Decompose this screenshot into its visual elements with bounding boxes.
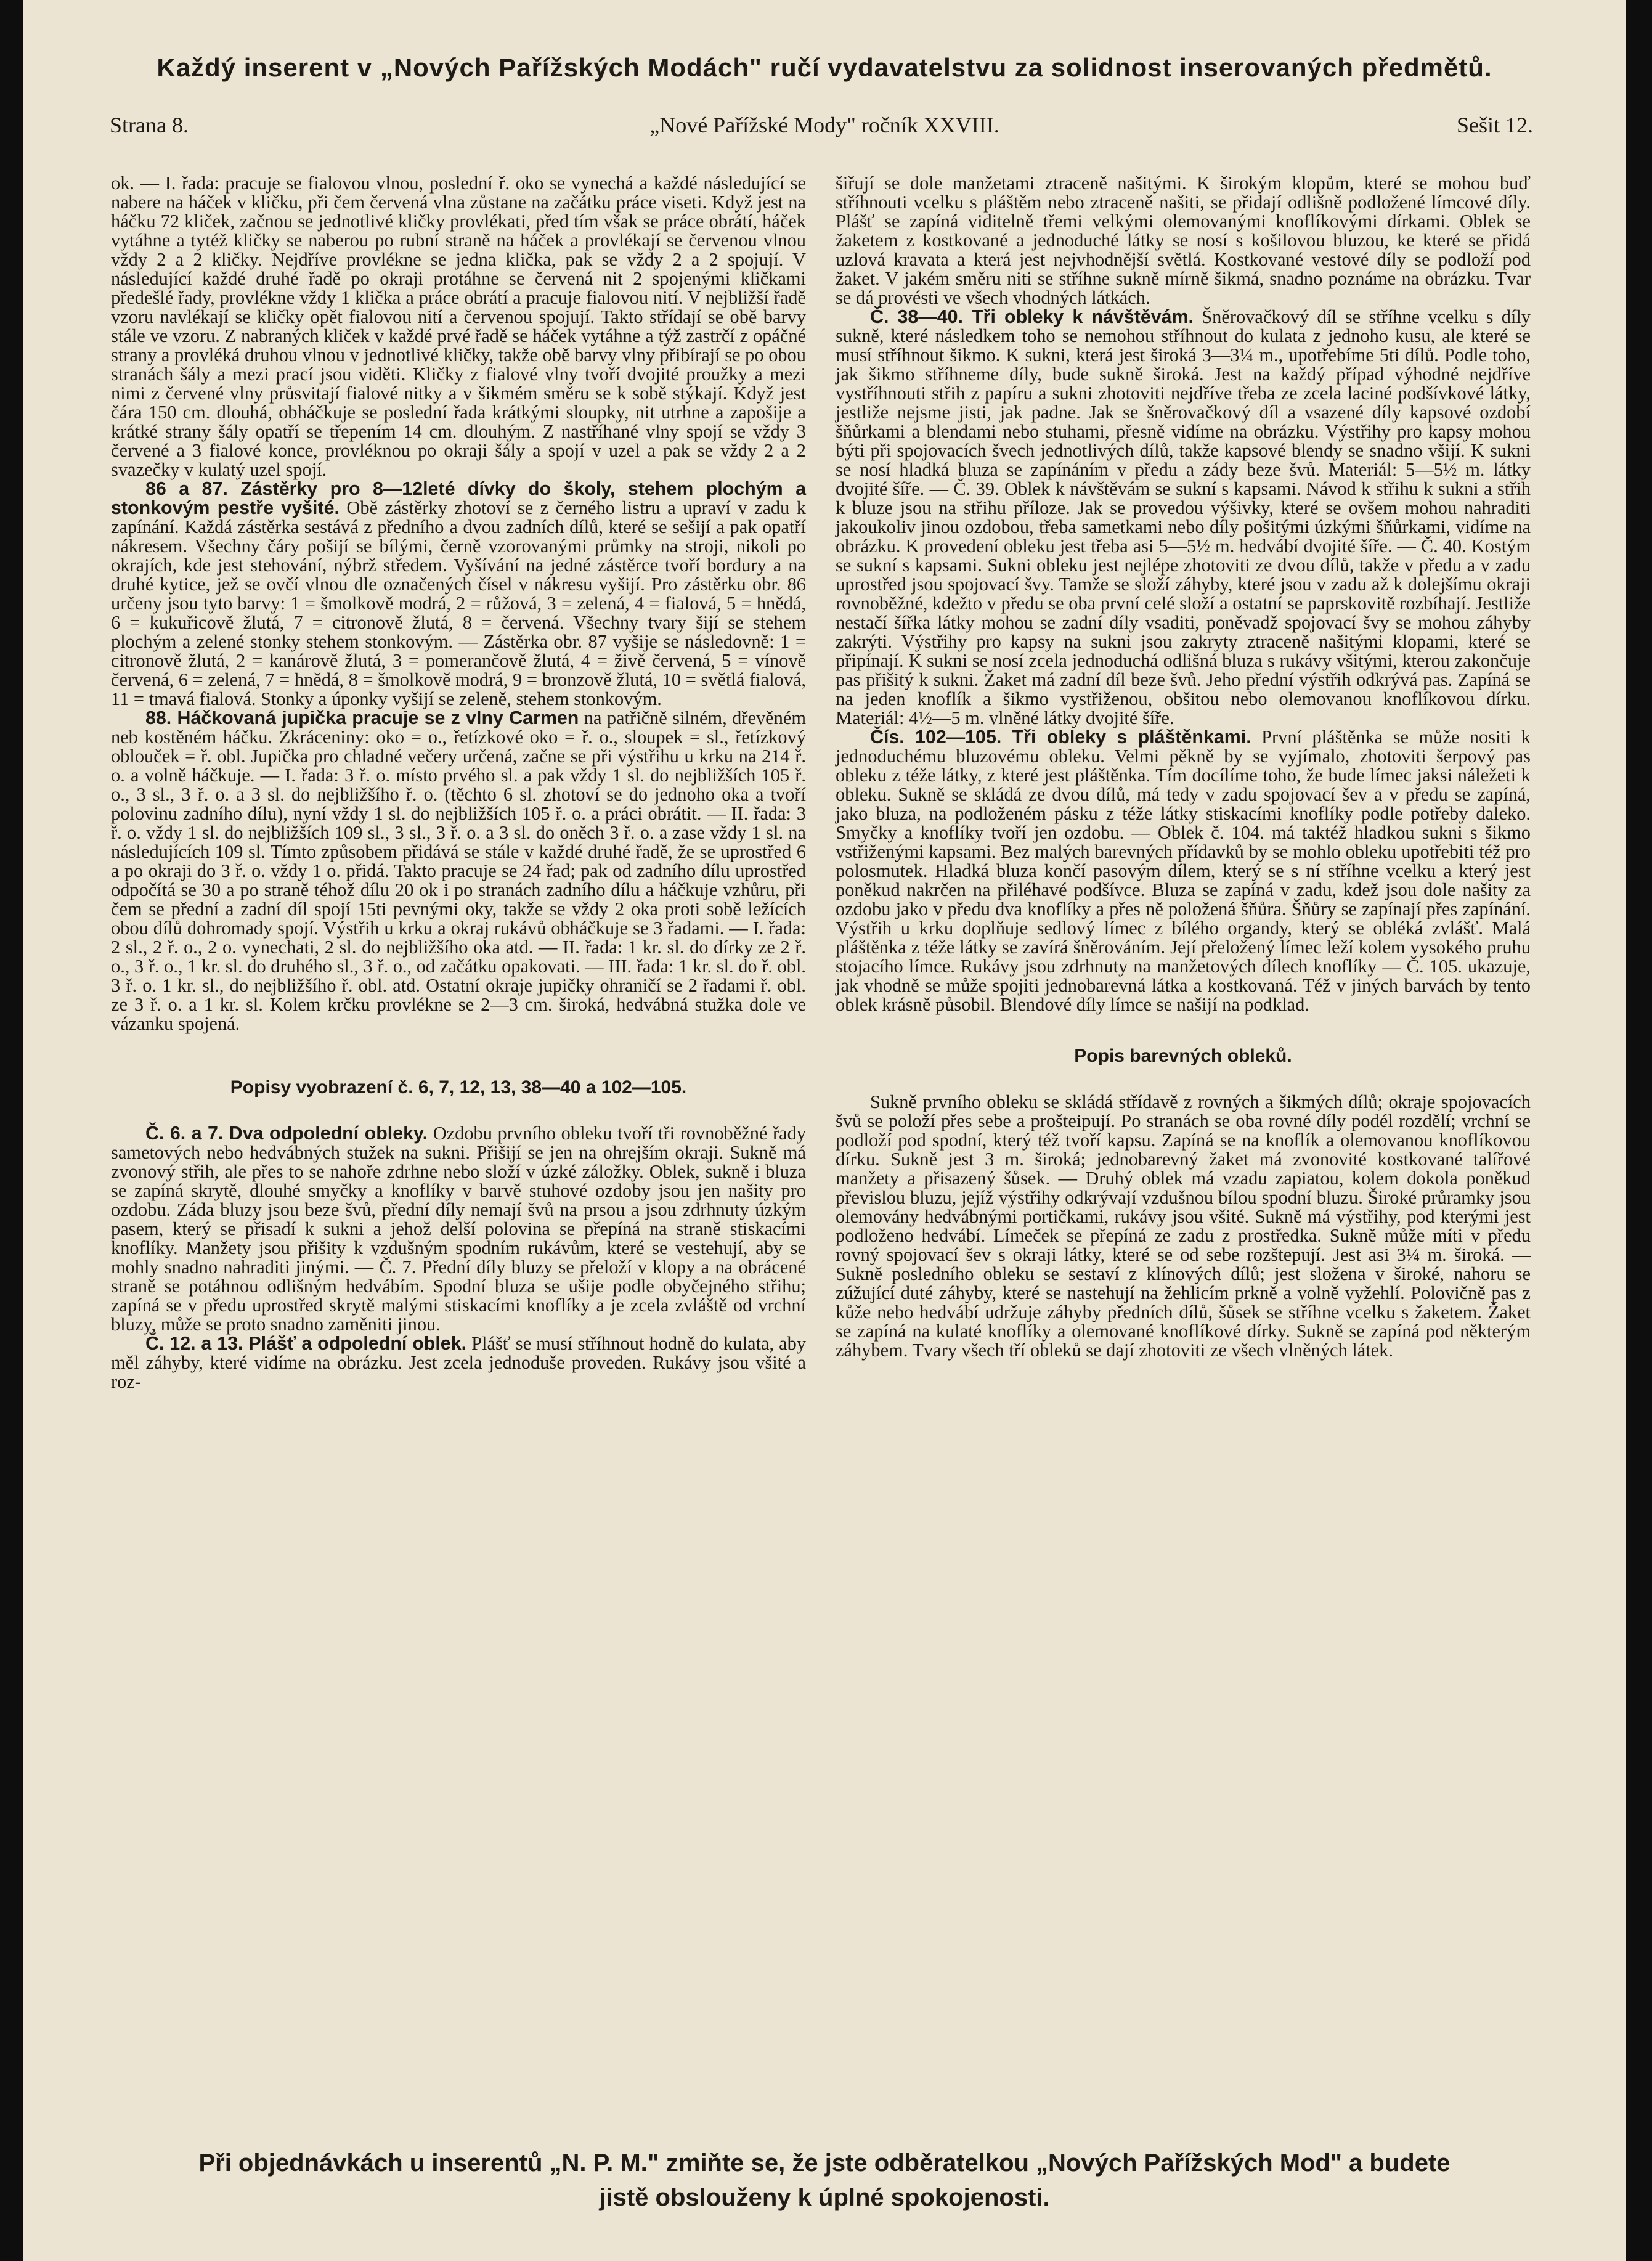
advertiser-banner: Každý inserent v „Nových Pařížských Modách" ručí vydavatelstvu za solidnost inserovaných předmětů. [157,53,1492,82]
text-capes: První pláštěnka se může nositi k jednoduchému bluzovému obleku. Velmi pěkně by se vyjímalo, zhotoviti šerpový pas obleku z téže látky, z které jest pláštěnka. Tím docílíme toho, že bude límec jaksi náležeti k obleku. Sukně se skládá ze dvou dílů, má tedy v zadu spojovací šev a v předu se zapíná, jako bluza, na podloženém pásku z téže látky stiskacími knoflíky podle potřeby daleko. Smyčky a knoflíky tvoří jen ozdobu. — Oblek č. 104. má taktéž hladkou sukni s šikmo vstřiženými kapsami. Bez malých barevných přídavků by se mohlo obleku upotřebiti též pro polosmutek. Hladká bluza končí pasovým dílem, který se s ní stříhne vcelku a který jest poněkud nakrčen na přiléhavé podšívce. Bluza se zapíná v zadu, kdež jsou dole našity za ozdobu jako v předu dva knoflíky a přes ně položená šňůra. Šňůry se zapínají přes zapínání. Výstřih u krku doplňuje sedlový límec z bílého organdy, který se obléká zvlášť. Malá pláštěnka z téže látky se zavírá šněrováním. Její přeložený límec leží kolem vysokého pruhu stojacího límce. Rukávy jsou zdrhnuty na manžetových dílech knoflíky — Č. 105. ukazuje, jak vhodně se může spojiti jednobarevná látka a kostkovaná. Též v jiných barvách by tento oblek krásně působil. Blendové díly límce se našijí na podklad. [836,727,1531,1015]
paragraph-visiting-dresses [836,308,1531,728]
heading-aprons-86-87: 86 a 87. Zástěrky pro 8—12leté dívky do školy, stehem plochým a stonkovým pestře vyšité. [111,478,806,518]
issue-number: Sešit 12. [1456,113,1533,137]
paragraph-afternoon-dresses [111,1124,806,1334]
heading-figures-6-7: Č. 6. a 7. Dva odpolední obleky. [145,1123,428,1144]
left-column [111,174,806,1391]
right-column [836,174,1531,1360]
section-title-descriptions: Popisy vyobrazení č. 6, 7, 12, 13, 38—40 a 102—105. [230,1077,687,1098]
subscriber-notice [23,2146,1626,2215]
paragraph-jacket [111,709,806,1033]
paragraph-scarf-instructions: ok. — I. řada: pracuje se fialovou vlnou, poslední ř. oko se vynechá a každé následující se nabere na háček v kličku, při čem červená vlna zůstane na začátku práce viseti. Když jest na háčku 72 kliček, začnou se jednotlivé kličky provlékati, před tím však se práce obrátí, háček vytáhne a tytéž kličky se naberou po rubní straně na háček a provlékají se červenou vlnou vždy 2 a 2 kličky. Nejdříve provlékne se jedna klička, pak se vždy 2 a 2 spojují. V následující každé druhé řadě po okraji protáhne se červená nit 2 spojenými kličkami předešlé řady, provlékne vždy 1 klička a práce obrátí a pracuje fialovou nití. V nejbližší řadě vzoru navlékají se kličky opět fialovou nití a červenou spojují. Takto střídají se obě barvy stále ve vzoru. Z nabraných kliček v každé prvé řadě se háček vytáhne a týž zastrčí z opáčné strany a provléká druhou vlnou v jednotlivé kličky, takže obě barvy vlny přibírají se po obou stranách šály a mezi prací jsou viděti. Kličky z fialové vlny tvoří dvojité proužky a mezi nimi z červené vlny průsvitají fialové nitky a v šikmém směru se k sobě stýkají. Když jest čára 150 cm. dlouhá, obháčkuje se poslední řada krátkými sloupky, nit utrhne a zapošije a krátké strany šály opatří se třepením 14 cm. dlouhým. Z nastříhané vlny spojí se vždy 3 červené a 3 fialové konce, provléknou po okraji šály a spojí v uzel a pak se vždy 2 a 2 svazečky v kulatý uzel spojí. [111,173,806,480]
subscriber-notice-line-1: Při objednávkách u inserentů „N. P. M." zmiňte se, že jste odběratelkou „Nových Pařížských Mod" a budete [198,2149,1451,2177]
page-number: Strana 8. [110,113,189,137]
text-visiting-dresses: Šněrovačkový díl se stříhne vcelku s díly sukně, které následkem toho se nemohou stříhnout do kulata z jednoho kusu, ale které se musí stříhnout šikmo. K sukni, která jest široká 3—3¼ m., upotřebíme 5ti dílů. Podle toho, jak šikmo stříhneme díly, bude sukně široká. Jest na každý případ výhodné nejdříve vystříhnouti střih z papíru a sukni zhotoviti nejdříve třeba ze zcela laciné podšívkové látky, jestliže nejsme jisti, jak padne. Jak se šněrovačkový díl a vsazené díly kapsové ozdobí šňůrkami a blendami nebo stuhami, přesně vidíme na obrázku. Výstřihy pro kapsy mohou býti při spojovacích švech jednotlivých dílů, takže kapsové blendy se snadno všijí. K sukni se nosí hladká bluza se zapínáním v předu a zády beze švů. Materiál: 5—5½ m. látky dvojité šíře. — Č. 39. Oblek k návštěvám se sukní s kapsami. Návod k střihu k sukni a střih k bluze jsou na střihu příloze. Jak se provedou výšivky, které se ovšem mohou nahraditi jakoukoliv jinou ozdobou, třeba sametkami nebo díly pošitými úzkými šňůrkami, vidíme na obrázku. K provedení obleku jest třeba asi 5—5½ m. hedvábí dvojité šíře. — Č. 40. Kostým se sukní s kapsami. Sukni obleku jest nejlépe zhotoviti ze dvou dílů, takže v předu a v zadu uprostřed jsou spojovací švy. Tamže se složí záhyby, které jsou v zadu až k dolejšímu okraji rovnoběžné, kdežto v předu se oba první celé složí a ostatní se paprskovitě rozbíhají. Jestliže nestačí šířka látky mohou se zadní díly vsaditi, poněvadž spojovací švy se mohou záhyby zakrýti. Výstřihy pro kapsy na sukni jsou zakryty ztraceně našitými klopami, které se připínají. K sukni se nosí zcela jednoduchá odlišná bluza s rukávy všitými, kterou zakončuje pas přišitý k sukni. Žaket má zadní díl beze švů. Jeho přední výstřih odkrývá pas. Zapíná se na jeden knoflík a šikmo vystřiženou, obšitou nebo olemovanou knoflíkovou dírku. Materiál: 4½—5 m. vlněné látky dvojité šíře. [836,306,1531,728]
section-title-colored-dresses: Popis barevných obleků. [1074,1046,1292,1066]
text-coat: Plášť se musí stříhnout hodně do kulata, aby měl záhyby, které vidíme na obrázku. Jest zcela jednoduše proveden. Rukávy jsou všité a roz- [111,1333,806,1392]
heading-figures-12-13: Č. 12. a 13. Plášť a odpolední oblek. [145,1333,467,1354]
paragraph-capes [836,728,1531,1014]
magazine-page [23,0,1626,2261]
text-afternoon-dresses: Ozdobu prvního obleku tvoří tři rovnoběžné řady sametových nebo hedvábných stužek na sukni. Přišijí se jen na ohrejším okraji. Sukně má zvonový střih, ale přes to se nahoře zdrhne nebo složí v úzké záložky. Oblek, sukně i bluza se zapíná skrytě, dlouhé smyčky a knoflíky v barvě stuhové ozdoby jsou jen našity pro ozdobu. Záda bluzy jsou beze švů, přední díly nemají švů na prsou a jsou zdrhnuty úzkým pasem, který se přisadí k sukni a jehož delší polovina se přepíná na straně stiskacími knoflíky. Manžety jsou přišity k vzdušným spodním rukávům, které se vestehují, aby se mohly snadno nahraditi jinými. — Č. 7. Přední díly bluzy se přeloží v klopy a na obrácené straně se potáhnou odlišným hedvábím. Spodní bluza se ušije podle obyčejného střihu; zapíná se v předu uprostřed skrytě malými stiskacími knoflíky a je zcela zvláště od vrchní bluzy, může se proto snadno zaměniti jinou. [111,1123,806,1335]
paragraph-coat [111,1334,806,1391]
paragraph-aprons [111,479,806,709]
heading-crochet-jacket-88: 88. Háčkovaná jupička pracuje se z vlny Carmen [145,707,579,728]
heading-figures-102-105: Čís. 102—105. Tři obleky s pláštěnkami. [870,727,1251,748]
text-aprons: Obě zástěrky zhotoví se z černého listru a upraví v zadu k zapínání. Každá zástěrka sestává z předního a dvou zadních dílů, které se sešijí a pak opatří nákresem. Všechny čáry pošijí se bílými, černě vzorovanými průmky na stroji, nikoli po okrajích, kde jest stehování, nýbrž středem. Vyšívání na jedné zástěrce tvoří bordury a na druhé kytice, jež se ovčí vlnou dle označených čísel v nákresu vyšijí. Pro zástěrku obr. 86 určeny jsou tyto barvy: 1 = šmolkově modrá, 2 = růžová, 3 = zelená, 4 = fialová, 5 = hnědá, 6 = kukuřicově žlutá, 7 = citronově žlutá, 8 = červená. Všechny tvary šijí se stehem plochým a zelené stonky stehem stonkovým. — Zástěrka obr. 87 vyšije se následovně: 1 = citronově žlutá, 2 = kanárově žlutá, 3 = pomerančově žlutá, 4 = živě červená, 5 = vínově červená, 6 = zelená, 7 = hnědá, 8 = šmolkově modrá, 9 = bronzově žlutá, 10 = světlá fialová, 11 = tmavá fialová. Stonky a úponky vyšijí se zeleně, stehem stonkovým. [111,497,806,709]
paragraph-colored-dresses: Sukně prvního obleku se skládá střídavě z rovných a šikmých dílů; okraje spojovacích švů se položí přes sebe a prošteipují. Po stranách se oba rovné díly podél rozdělí; vrchní se podloží pod spodní, který též tvoří kapsu. Zapíná se na knoflík a olemovanou knoflíkovou dírku. Sukně jest 3 m. široká; jednobarevný žaket má zvonovité kostkované talířové manžety a přisazený šůsek. — Druhý oblek má vzadu zapiatou, kolem dokola poněkud převislou bluzu, jejíž výstřihy odkrývají vzdušnou bílou spodní bluzu. Široké průramky jsou olemovány hedvábnými portičkami, rukávy jsou všité. Sukně má výstřihy, pod kterými jest podloženo hedvábí. Límeček se přepíná ze zadu z prostředka. Sukně může míti v předu rovný spojovací šev s okraji látky, které se od sebe rozštepují. Jest asi 3¼ m. široká. — Sukně posledního obleku se sestaví z klínových dílů; jest složena v široké, nahoru se zúžující duté záhyby, které se nastehují na žehlicím prkně a volně vyžehlí. Polovičně pas z kůže nebo hedvábí udržuje záhyby předních dílů, šůsek se stříhne vcelku s žaketem. Žaket se zapíná na kulaté knoflíky a olemované knoflíkové dírky. Sukně se zapíná pod některým záhybem. Tvary všech tří obleků se dají zhotoviti ze všech vlněných látek. [836,1091,1531,1361]
journal-title: „Nové Pařížské Mody" ročník XXVIII. [649,113,999,137]
text-jacket: na patřičně silném, dřevěném neb kostěném háčku. Zkráceniny: oko = o., řetízkové oko = ř. o., sloupek = sl., řetízkový oblouček = ř. obl. Jupička pro chladné večery určená, začne se při výstřihu u krku na 214 ř. o. a volně háčkuje. — I. řada: 3 ř. o. místo prvého sl. a pak vždy 1 sl. do nejbližších 105 ř. o., 3 sl., 3 ř. o. a 3 sl. do nejbližšího ř. o. (těchto 6 sl. zhotoví se do jednoho oka a tvoří polovinu zadního dílu), nyní vždy 1 sl. do nejbližších 105 ř. o. a práci obrátit. — II. řada: 3 ř. o. vždy 1 sl. do nejbližších 109 sl., 3 sl., 3 ř. o. a 3 sl. do oněch 3 ř. o. a zase vždy 1 sl. na následujících 109 sl. Tímto způsobem přidává se stále v každé druhé řadě, že se uprostřed 6 a po okraji do 3 ř. o. vždy 1 o. přidá. Takto pracuje se 24 řad; pak od zadního dílu uprostřed odpočítá se 30 a po straně téhož dílu 20 ok i po stranách zadního dílu a háčkuje vzhůru, při čem se přední a zadní díl spojí 15ti pevnými oky, takže se vždy 2 oka proti sobě ležících obou dílů dohromady spojí. Výstřih u krku a okraj rukávů obháčkuje se 3 řadami. — I. řada: 2 sl., 2 ř. o., 2 o. vynechati, 2 sl. do nejbližšího oka atd. — II. řada: 1 kr. sl. do dírky ze 2 ř. o., 3 ř. o., 1 kr. sl. do druhého sl., 3 ř. o., od začátku opakovati. — III. řada: 1 kr. sl. do ř. obl. 3 ř. o. 1 kr. sl., do nejbližšího ř. obl. atd. Ostatní okraje jupičky ohraničí se 2 řadami ř. obl. ze 3 ř. o. a 1 kr. sl. Kolem krčku provlékne se 2—3 cm. široká, hedvábná stužka dole ve vázanku spojená. [111,707,806,1034]
paragraph-coat-continued: šiřují se dole manžetami ztraceně našitými. K širokým klopům, které se mohou buď stříhnouti vcelku s pláštěm nebo ztraceně našiti, se přidají odlišně podložené límcové díly. Plášť se zapíná viditelně třemi velkými olemovanými knoflíkovými dírkami. Oblek se žaketem z kostkované a jednoduché látky se nosí s košilovou bluzou, ke které se přidá uzlová kravata a která jest nejvhodnější světlá. Kostkované vestové díly se podloží pod žaket. V jakém směru niti se stříhne sukně mírně šikmá, snadno poznáme na obrázku. Tvar se dá provésti ve všech vhodných látkách. [836,173,1531,308]
subscriber-notice-line-2: jistě obslouženy k úplné spokojenosti. [599,2184,1050,2211]
heading-figures-38-40: Č. 38—40. Tři obleky k návštěvám. [870,306,1194,327]
